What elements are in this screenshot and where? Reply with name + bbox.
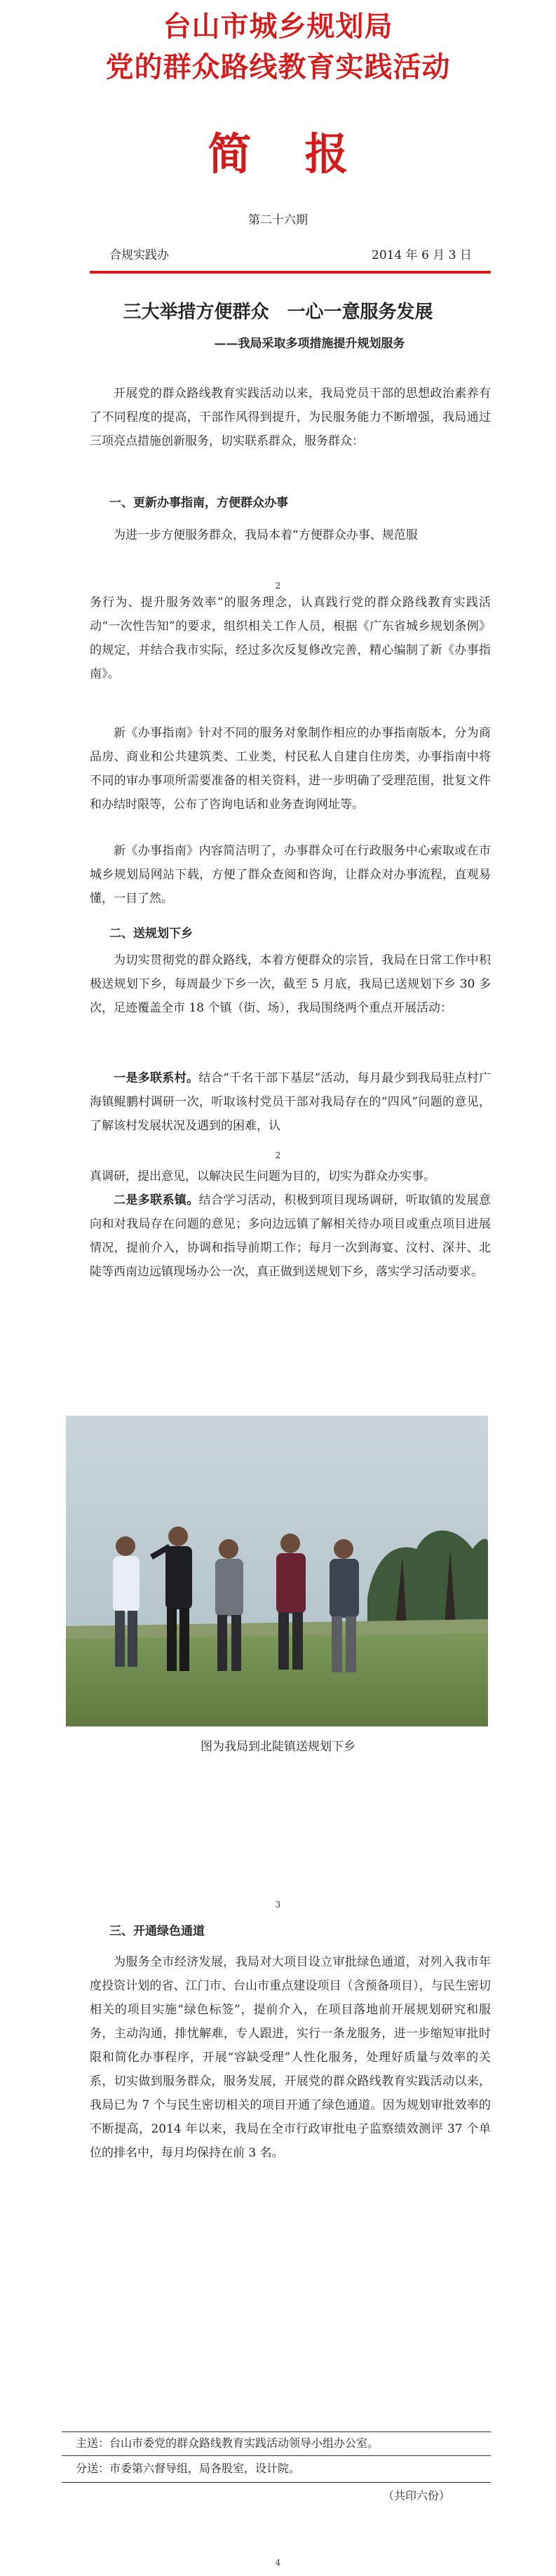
- section-1-text-3: 新《办事指南》内容简洁明了，办事群众可在行政服务中心索取或在市城乡规划局网站下载，方便了群众查阅和咨询，让群众对办事流程，直观易懂，一目了然。: [90, 844, 491, 906]
- intro-paragraph: [90, 382, 491, 453]
- field-visit-photo: [66, 1416, 488, 1726]
- section-2-paragraph-2b: [90, 1165, 491, 1188]
- section-2-paragraph-1: [90, 948, 491, 1020]
- section-2-lead-2: 二是多联系镇。: [114, 1193, 199, 1207]
- footer-rule-top: [62, 2431, 491, 2432]
- issue-number: 第二十六期: [248, 213, 308, 227]
- bulletin-title-char-1: 简: [208, 128, 252, 180]
- section-1-text-1a: 为进一步方便服务群众，我局本着“方便群众办事、规范服: [114, 528, 418, 542]
- section-1-text-1b: 务行为、提升服务效率”的服务理念，认真践行党的群众路线教育实践活动“一次性告知”的要求，组织相关工作人员，根据《广东省城乡规划条例》的规定，并结合我市实际，经过多次反复修改完善，精心编制了新《办事指南》。: [90, 596, 491, 681]
- field-visit-photo-illustration: [66, 1416, 488, 1726]
- intro-text: 开展党的群众路线教育实践活动以来，我局党员干部的思想政治素养有了不同程度的提高，干部作风得到提升，为民服务能力不断增强，我局通过三项亮点措施创新服务，切实联系群众，服务群众：: [90, 387, 491, 448]
- page-number: 4: [275, 2558, 281, 2568]
- section-2-paragraph-3: [90, 1188, 491, 1284]
- article-subhead: ——我局采取多项措施提升规划服务: [214, 337, 405, 351]
- section-1-text-2: 新《办事指南》针对不同的服务对象制作相应的办事指南版本，分为商品房、商业和公共建筑类、工业类，村民私人自建自住房类，办事指南中将不同的审办事项所需要准备的相关资料，进一步明确了受理范围，批复文件和办结时限等，公布了咨询电话和业务查询网址等。: [90, 726, 491, 812]
- page-number: 2: [275, 581, 281, 591]
- footer-rule-bottom: [62, 2482, 491, 2483]
- section-3-text-1: 为服务全市经济发展，我局对大项目设立审批绿色通道，对列入我市年度投资计划的省、江门市、台山市重点建设项目（含预备项目），与民生密切相关的项目实施“绿色标签”，提前介入，在项目落地前开展规划研究和服务，主动沟通，排忧解难，专人跟进，实行一条龙服务，进一步缩短审批时限和简化办事程序，开展“容缺受理”人性化服务，处理好质量与效率的关系，切实做到服务群众，服务发展，开展党的群众路线教育实践活动以来，我局已为 7 个与民生密切相关的项目开通了绿色通道。因为规划审批效率的不断提高，2014 年以来，我局在全市行政审批电子监察绩效测评 37 个单位的排名中，每月均保持在前 3 名。: [90, 1955, 491, 2160]
- footer-copies: （共印六份）: [383, 2489, 451, 2502]
- article-headline: 三大举措方便群众 一心一意服务发展: [123, 302, 433, 323]
- section-3-paragraph-1: [90, 1950, 491, 2165]
- section-2-paragraph-2a: [90, 1066, 491, 1138]
- section-2-text-2a: 结合“千名干部下基层”活动，每月最少到我局驻点村广海镇鲲鹏村调研一次，听取该村党员干部对我局存在的“四风”问题的意见，了解该村发展状况及遇到的困难，认: [90, 1071, 491, 1133]
- section-1-paragraph-3: [90, 839, 491, 911]
- footer-main-recipient: 主送：台山市委党的群众路线教育实践活动领导小组办公室。: [76, 2436, 379, 2450]
- section-2-title: 二、送规划下乡: [109, 927, 193, 941]
- section-2-text-1: 为切实贯彻党的群众路线，本着方便群众的宗旨，我局在日常工作中积极送规划下乡，每周最少下乡一次，截至 5 月底，我局已送规划下乡 30 多次，足迹覆盖全市 18 个镇（街、场），我局围绕两个重点开展活动：: [90, 953, 491, 1015]
- footer-rule-middle: [62, 2455, 491, 2456]
- section-3-title: 三、开通绿色通道: [109, 1924, 205, 1938]
- header-divider: [90, 271, 491, 274]
- footer-copy-recipient: 分送：市委第六督导组，局各股室，设计院。: [76, 2462, 301, 2475]
- org-title: 台山市城乡规划局: [163, 11, 393, 43]
- bulletin-title-char-2: 报: [304, 128, 348, 180]
- department: 合规实践办: [109, 248, 169, 262]
- section-2-text-2b: 真调研，提出意见，以解决民生问题为目的，切实为群众办实事。: [90, 1169, 435, 1183]
- section-1-paragraph-2: [90, 721, 491, 817]
- section-1-paragraph-1b: [90, 591, 491, 686]
- photo-caption: 图为我局到北陡镇送规划下乡: [201, 1740, 355, 1754]
- page-number: 2: [275, 1151, 281, 1160]
- activity-title: 党的群众路线教育实践活动: [105, 51, 451, 83]
- bulletin-title: [0, 126, 556, 182]
- page-number: 3: [275, 1900, 281, 1910]
- issue-date: 2014 年 6 月 3 日: [372, 248, 472, 262]
- section-2-text-3: 结合学习活动，积极到项目现场调研，听取镇的发展意向和对我局存在问题的意见；多向边远镇了解相关待办项目或重点项目进展情况，提前介入，协调和指导前期工作；每月一次到海宴、汶村、深井、北陡等西南边远镇现场办公一次，真正做到送规划下乡，落实学习活动要求。: [90, 1193, 491, 1279]
- section-1-paragraph-1a: [90, 523, 491, 547]
- section-1-title: 一、更新办事指南，方便群众办事: [109, 496, 288, 510]
- section-2-lead-1: 一是多联系村。: [114, 1071, 199, 1085]
